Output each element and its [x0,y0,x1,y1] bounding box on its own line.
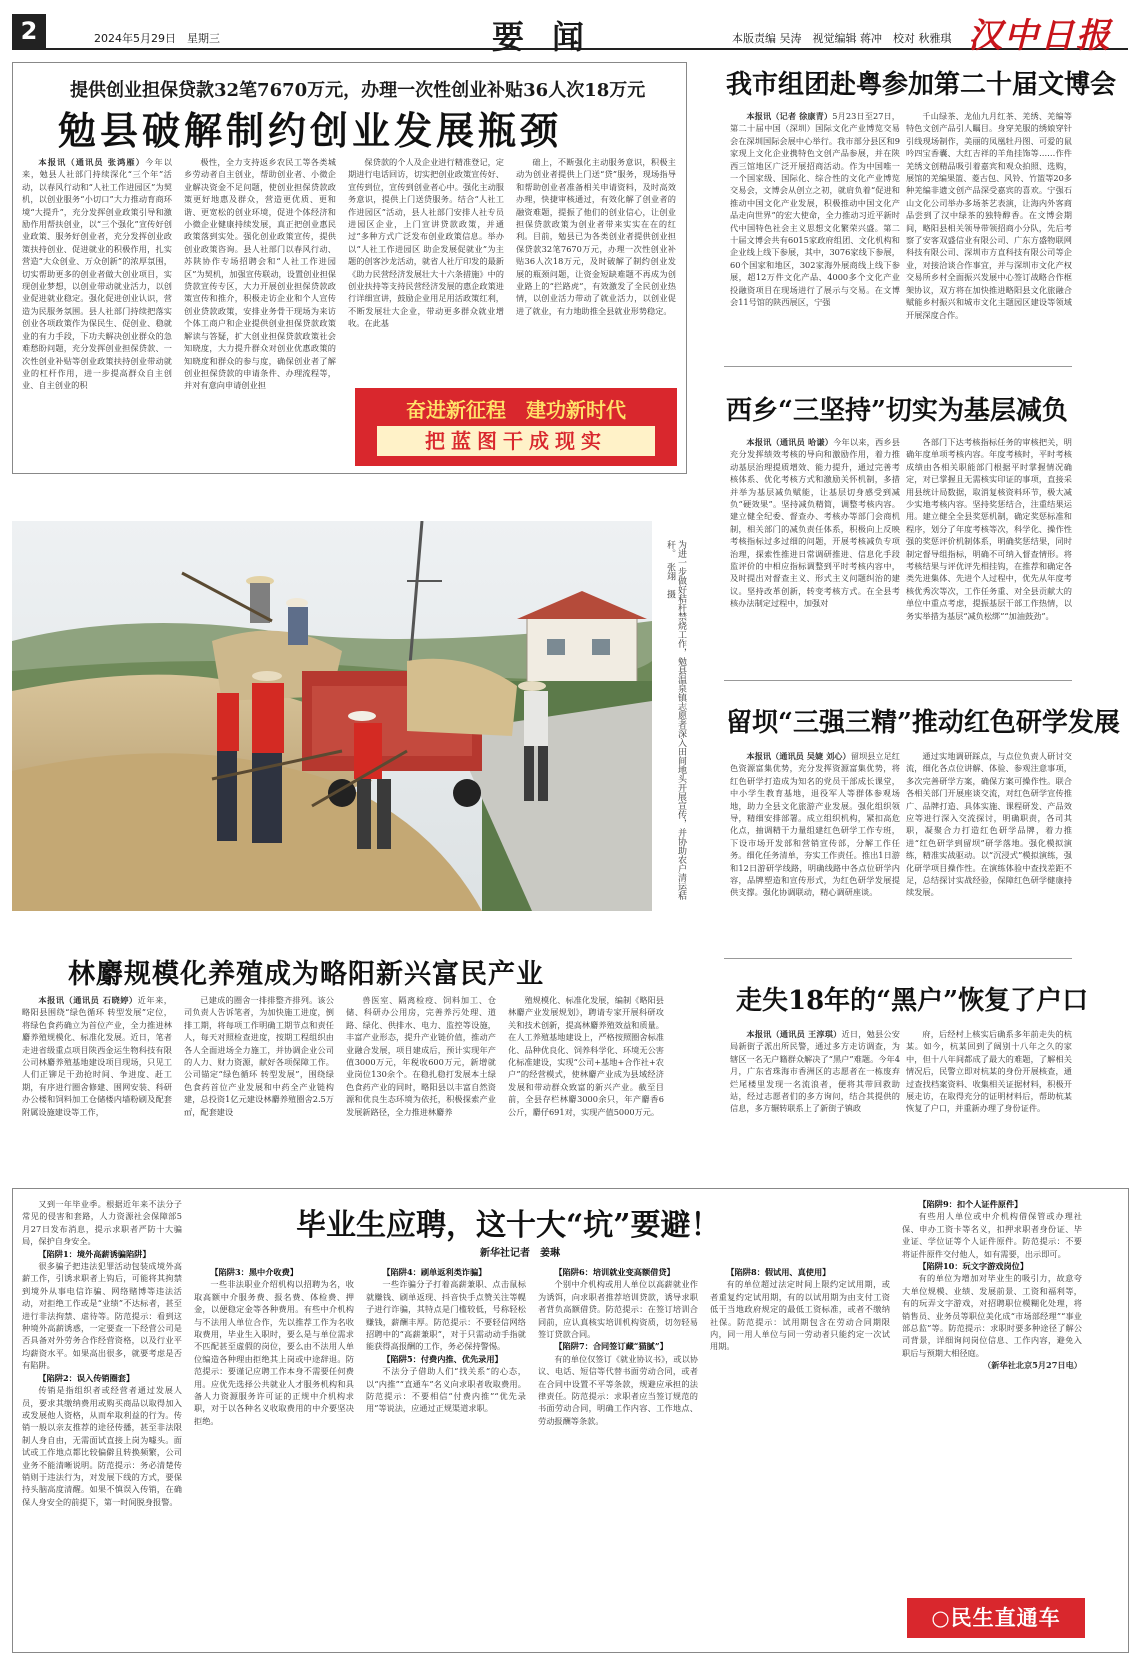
issue-date: 2024年5月29日 星期三 [94,32,220,45]
bottom-column-5: 【陷阱8：假试用、真使用】 有的单位超过法定时间上限约定试用期，或者重复约定试用期，有的以试用期为由支付工资低于当地政府规定的最低工资标准，或者不缴纳社保。防范提示：试用期包含在劳动合同期限内，同一用人单位与同一劳动者只能约定一次试用期。 [710,1267,890,1352]
trap-label: 【陷阱6：培训就业变高额借贷】 [554,1267,675,1277]
bottom-column-6: 【陷阱9：扣个人证件原件】 有些用人单位或中介机构借保管或办理社保、申办工资卡等名义，扣押求职者身份证、毕业证、学位证等个人证件原件。防范提示：不要将证件原件交付他人，如有需要，出示即可。 【陷阱10：玩文字游戏岗位】 有的单位为增加对毕业生的吸引力，故意夸大单位规模、业绩、发展前景、工资和福利等，有的玩弄文字游戏，对招聘职位模糊化处理，将销售员、业务员等职位美化成“市场部经理”“事业部总监”等。防范提示：求职时要多种途径了解公司背景，详细询问岗位信息、工作内容，避免入职后与预期大相径庭。 （新华社北京5月27日电） [902,1199,1082,1371]
story-linmi-title: 林麝规模化养殖成为略阳新兴富民产业 [68,959,544,990]
bottom-story-intro: 又到一年毕业季。根据近年来不法分子常见的侵害和套路，人力资源社会保障部5月27日发布消息，提示求职者严防十大骗局，保护自身安全。 [22,1199,182,1247]
story-xixiang-column-1: 本报讯（通讯员 哈谦）今年以来，西乡县充分发挥绩效考核的导向和激励作用，着力推动基层治理提质增效、能力提升，通过完善考核体系、优化考核方式和激励关怀机制，多措并举为基层减负赋能，让基层切身感受到减负“硬效果”。坚持减负精简，调整考核内容。建立健全纪委、督查办、考核办等部门会商机制，相关部门的减负责任体系，积极向上反映考核指标过多过细的问题，开展考核减负专项治理，探索性推进日常调研推进、信息化手段监评价的中相应指标调整到平时考核内容中，及时提出对督查主义、形式主义问题纠治的建议。坚持改革创新，转变考核方式。在全县考核办法制定过程中，加强对 [730,437,900,609]
story-heihu-column-2: 府，后经村上核实后确系多年前走失的杭某。如今，杭某回到了阔别十八年之久的家中，但十八年间都成了最大的难题，了解相关情况后，民警立即对杭某的身份开展核查，通过查找档案资料、收集相关证据材料，积极开展走访，在取得充分的证明材料后，帮助杭某恢复了户口，并重新办理了身份证件。 [906,1029,1072,1114]
story-linmi-column-1: 本报讯（通讯员 石晓婷）近年来，略阳县围绕“绿色循环 转型发展”定位，将绿色食药确立为首位产业，全力推进林麝养殖规模化、标准化发展。近日，笔者走进省级重点项目陕西金运生物科技有限公司林麝养殖基地建设项目现场，只见工人们正铆足干劲抢时间、争进度、赶工期，有序进行圈舍修建、围网安装、科研办公楼和饲料加工仓储楼内墙粉刷及配套附属设施建设等工作， [22,995,172,1117]
story-liuba-column-2: 通过实地调研踩点，与点位负责人研讨交流，细化各点位讲解、体验、参观注意事项，多次完善研学方案，确保方案可操作性。联合各相关部门开展座谈交流，对红色研学宣传推广、品牌打造、具体实施、课程研发、产品效应等进行深入交流探讨，明确职责，各司其职，凝聚合力打造红色研学品牌，着力推进“红色研学到留坝”研学落地。强化模拟演练，精准实战驱动。以“沉浸式”模拟演练，强化研学项目操作性。在演练体验中查找差距不足，总结探讨实战经验，保障红色研学健康持续发展。 [906,751,1072,898]
minsheng-badge: ○民生直通车 [907,1598,1085,1638]
divider [724,680,1072,681]
editor-credits: 本版责编 吴涛 视觉编辑 蒋冲 校对 秋雅琪 [732,32,952,45]
photo-credit: 张翊 摄 [665,562,675,599]
story-xixiang-title: 西乡“三坚持”切实为基层减负 [726,396,1068,426]
divider [724,366,1072,367]
top-story-column-1: 本报讯（通讯员 张鸿雁）今年以来，勉县人社部门持续深化“三个年”活动，以春风行动和“人社工作进园区”为契机，以创业服务“小切口”大力推动育商环境“大提升”，充分发挥创业政策引导和激励作用帮扶创业，以“三个强化”宣传好创业政策、服务好创业者，充分发挥创业政策扶持创业、促进就业的积极作用，扎实营造“大众创业、万众创新”的浓厚氛围，切实帮助更多的创业者做大创业项目，实现创业梦想，以创业带动就业活力，以创业促进就业稳定。强化促进创业认识，营造为民服务氛围。县人社部门持续把落实创业各项政策作为保民生、促创业、稳就业的有力手段，下功夫解决创业群众的急难愁盼问题，充分发挥创业担保贷款、一次性创业补贴等创业政策扶持创业带动就业的杠杆作用，进一步提高群众自主创业、自主创业的积 [22,157,172,391]
trap-label: 【陷阱3：黑中介收费】 [210,1267,298,1277]
top-story-subtitle: 提供创业担保贷款32笔7670万元，办理一次性创业补贴36人次18万元 [70,80,646,101]
trap-label: 【陷阱1：境外高薪诱骗陷阱】 [38,1248,151,1259]
story-xixiang-column-2: 各部门下达考核指标任务的审核把关，明确年度单项考核内容。年度考核时，平时考核成绩由各相关职能部门根据平时掌握情况确定，对已掌握且无需核实印证的事项，直接采用县统计局数据，取消复核资料环节，极大减少实地考核内容。坚持奖惩结合，注重结果运用。建立健全全县奖惩机制，确定奖惩标准和程序，划分了年度考核等次，科学化、操作性强的奖惩评价机制体系，明确奖惩结果，同时制定督导组指标，明确不可纳入督查情形。将考核结果与评优评先相挂钩，在推荐和确定各类先进集体、先进个人过程中，优先从年度考核优秀次等次，工作任务重、对全县贡献大的单位中重点考虑，提振基层干部工作热情，以务实举措为基层“减负松绑”“加油鼓劲”。 [906,437,1072,621]
top-story-column-3: 保贷款的个人及企业进行精准登记，定期进行电话回访，切实把创业政策宣传好、宣传到位，宣传到创业者心中。强化主动服务意识，提供上门送贷服务。结合“人社工作进园区”活动，县人社部门安排人社专员进园区企业，上门宣讲贷款政策，并通过“多种方式广泛发布创业政策信息。举办以“人社工作进园区 助企发展促就业”为主题的创客沙龙活动，就省人社厅印发的最新《助力民营经济发展壮大十六条措施》中的创业扶持等支持民营经济发展的惠企政策进行详细宣讲，鼓励企业用足用活政策红利，不断发展壮大企业，带动更多群众就业增收。在此基 [348,157,504,329]
story-wenbohui-column-1: 本报讯（记者 徐康青）5月23日至27日，第二十届中国（深圳）国际文化产业博览交易会在深圳国际会展中心举行。我市部分县区和9家现上文化企业携特色文创产品参展，并在陕西三馆地区广泛开展招商活动。作为中国唯一一个国家级、国际化、综合性的文化产业博览交易会，文博会从创立之初，就肩负着“促进和推动中国文化产业发展，积极推动中国文化产品走向世界”的宏大使命，全力推动习近平新时代中国特色社会主义思想文化繁荣兴盛。第二十届文博会共有6015家政府组团、文化机构和企业线上线下参展，其中，3076家线下参展，60个国家和地区，302家海外展商线上线下参展，超12万件文化产品、4000多个文化产业投融资项目在现场进行了展示与交易。在文博会11号馆的陕西展区，宁强 [730,111,900,308]
bottom-story-byline: 新华社记者 姜琳 [480,1248,560,1259]
story-linmi-column-3: 兽医室、隔离检疫、饲料加工、仓储、科研办公用房，完善养污处理、道路、绿化、供排水、电力、监控等设施，丰富产业形态，提升产业链价值，推动产业融合发展，项目建成后，预计实现年产值3000万元，年税收600万元，新增就业岗位130余个。在稳扎稳打发展本土绿色食药产业的同时，略阳县以丰富自然资源和优良生态环境为依托，积极探索产业发展新路径，全力推进林麝养 [346,995,496,1117]
bottom-column-1: 又到一年毕业季。根据近年来不法分子常见的侵害和套路，人力资源社会保障部5月27日发布消息，提示求职者严防十大骗局，保护自身安全。 【陷阱1：境外高薪诱骗陷阱】 很多骗子把违法犯罪活动包装成境外高薪工作，引诱求职者上钩后，可能将其拘禁到境外从事电信诈骗、网络赌博等违法活动，对拒绝工作或是“业绩”不达标者，甚至进行非法拘禁、虐待等。防范提示：看到这种境外高薪诱惑，一定要查一下经营公司是否具备对外劳务合作经营资格，以及行业平均薪资水平。如果高出很多，就要考虑是否有陷阱。 【陷阱2：误入传销圈套】 传销是指组织者或经营者通过发展人员，要求其缴纳费用或购买商品以取得加入或发展他人资格，从而牟取利益的行为。传销一般以亲友推荐的途径传播，甚至非法限制人身自由，无需面试直接上岗为噱头。面试或工作地点都比较偏僻且转换频繁，公司业务不能清晰说明。防范提示：务必清楚传销则于违法行为，对发展下线的方式，要保持头脑高度清醒。如果不慎误入传销，在确保人身安全的前提下，第一时间脱身报警。 [22,1199,182,1507]
news-photo [12,521,652,911]
bottom-column-4: 【陷阱6：培训就业变高额借贷】 个别中介机构或用人单位以高薪就业作为诱饵，向求职者推荐培训贷款，诱导求职者背负高额借贷。防范提示：在签订培训合同前，应认真核实培训机构资质，切勿轻易签订贷款合同。 【陷阱7：合同签订藏“猫腻”】 有的单位仅签订《就业协议书》，或以协议、电话、短信等代替书面劳动合同，或者在合同中设置不平等条款，规避应承担的法律责任。防范提示：求职者应当签订规范的书面劳动合同，明确工作内容、工作地点、劳动报酬等条款。 [538,1267,698,1426]
story-linmi-column-2: 已建成的圈舍一排排整齐排列。该公司负责人告诉笔者，为加快施工进度，倒排工期，将每项工作明确工期节点和责任人，每天对照检查进度，按期工程组织由各人全面进场全力施工，并协调企业公司的人力、财力资源，献好各项保障工作。公司锚定“绿色循环 转型发展”，围绕绿色食药首位产业发展和中药全产业链构建，总投资1亿元建设林麝养殖圈舍2.5万㎡，配套建设 [184,995,334,1117]
top-story-column-4: 础上，不断强化主动服务意识，积极主动为创业者提供上门送“贷”服务，现场指导和帮助创业者准备相关申请资料，及时高效办理，快捷审核通过，有效化解了创业者的融资难题，提振了他们的创业信心，让创业担保贷款政策为创业者带来实实在在的红利。目前，勉县已为各类创业者提供创业担保贷款32笔7670万元，办理一次性创业补贴36人次18万元，及时破解了制约创业发展的瓶颈问题，让资金短缺难题不再成为创业路上的“拦路虎”，有效激发了全民创业热情，以创业活力带动了就业活力，以创业促进了就业，有力地助推全县就业形势稳定。 [516,157,676,316]
story-liuba-title: 留坝“三强三精”推动红色研学发展 [726,708,1120,738]
farm-volunteers-photo [12,521,652,911]
trap-label: 【陷阱4：刷单返利类诈骗】 [382,1267,487,1277]
page-header [12,8,1128,56]
story-wenbohui-column-2: 千山绿茶、龙仙九月红茶、羌绣、羌编等特色文创产品引人瞩目。身穿羌服的绣娘穿针引线现场制作，美丽的凤凰牡丹图、可爱的鼠吟四宝香囊、大红吉祥的羊角挂饰等……作件羌绣文创精品吸引着嘉宾和观众拍照、选购，展馆的羌编果篮、菱古包、风铃、竹篮等20多种羌编非遗文创产品深受嘉宾的喜欢。宁强石山文化公司举办多场茶艺表演，让海内外客商品尝到了汉中绿茶的独特醇香。在文博会期间，略阳县相关领导带领招商小分队，先后考察了安客双盛信业有限公司、广东方盛物联网科技有限公司、深圳市方直科技有限公司等企业，对接洽谈合作事宜，并与深圳市文化产权交易所乡村全面振兴发展中心签订战略合作框架协议，双方将在加快推进略阳县文化旅融合赋能乡村振兴和城市文化主题园区建设等领域开展深度合作。 [906,111,1072,320]
photo-caption: 为进一步做好秸秆禁烧工作，勉县温泉镇志愿者深入田间地头开展宣传，并协助农户清运秸秆。 张翊 摄 [665,540,686,900]
bottom-story-title: 毕业生应聘，这十大“坑”要避！ [296,1208,721,1243]
newspaper-logo: 汉中日报 [968,16,1112,56]
trap-label: 【陷阱8：假试用、真使用】 [726,1267,831,1277]
slogan-line-2: 把蓝图干成现实 [377,426,655,456]
bottom-column-3: 【陷阱4：刷单返利类诈骗】 一些诈骗分子打着高薪兼职、点击鼠标就赚钱、刷单返现、抖音快手点赞关注等幌子进行诈骗，其特点是门槛较低，号称轻松赚钱，薪酬丰厚。防范提示：不要轻信网络招聘中的“高薪兼职”，对于只需动动手指就能获得高报酬的工作，务必保持警惕。 【陷阱5：付费内推、优先录用】 不法分子借助人们“找关系”的心态，以“内推”“直通车”名义向求职者收取费用。防范提示：不要相信“付费内推”“优先录用”等说法，应通过正规渠道求职。 [366,1267,526,1414]
story-heihu-column-1: 本报讯（通讯员 王淳琪）近日，勉县公安局新街子派出所民警，通过多方走访调查，为辖区一名无户籍群众解决了“黑户”难题。今年4月，广东省珠海市香洲区的志愿者在一栋废弃烂尾楼里发现一名流浪者，便将其带回救助站，经过志愿者们的多方询问，结合其提供的信息，多方辗转联系上了新街子镇政 [730,1029,900,1114]
top-story-byline: 本报讯（通讯员 张鸿雁） [38,157,146,167]
story-liuba-column-1: 本报讯（通讯员 吴婕 刘心）留坝县立足红色资源富集优势，充分发挥资源富集优势，将红色研学打造成为知名的党员干部成长课堂，中小学生教育基地，退役军人等群体参观场地，助力全县文化旅游产业发展。强化组织领导，精细安排部署。成立组织机构，紧扣高危化点，抽调精干力量组建红色研学工作专班，下设市场开发部和营销宣传部，分解工作任务。细化任务清单，夯实工作责任。推出1日游和12日游研学线路，明确线路中各点位研学内容，品牌塑造和宣传形式，为红色研学发展提供支撑。强化协调联动，精心调研座谈。 [730,751,900,898]
slogan-banner [355,388,677,466]
trap-label: 【陷阱5：付费内推、优先录用】 [382,1353,503,1364]
slogan-line-1: 奋进新征程 建功新时代 [406,398,626,422]
section-title: 要闻 [492,18,613,56]
trap-label: 【陷阱10：玩文字游戏岗位】 [918,1261,1029,1272]
trap-label: 【陷阱9：扣个人证件原件】 [918,1199,1023,1209]
divider [724,958,1072,959]
story-wenbohui-title: 我市组团赴粤参加第二十届文博会 [726,70,1117,100]
trap-label: 【陷阱2：误入传销圈套】 [38,1372,135,1383]
trap-label: 【陷阱7：合同签订藏“猫腻”】 [554,1341,668,1352]
bottom-column-2: 【陷阱3：黑中介收费】 一些非法职业介绍机构以招聘为名，收取高额中介服务费、报名费、体检费、押金，以便稳定金等各种费用。有些中介机构与不法用人单位合作，先以推荐工作为名收取费用，毕业生入职时，要么是与单位需求不匹配甚至虚假的岗位，要么由不法用人单位编造各种理由拒绝其上岗或中途辞退。防范提示：要谨记应聘工作本身不需要任何费用。应优先选择公共就业人才服务机构和具备人力资源服务许可证的正规中介机构求职，对于以各种名义收取费用的中介要坚决拒绝。 [194,1267,354,1426]
top-story-title: 勉县破解制约创业发展瓶颈 [58,108,563,153]
top-story-column-2: 极性，全力支持返乡农民工等各类城乡劳动者自主创业，帮助创业者、小微企业解决资金不足问题，使创业担保贷款政策更好地惠及群众，营造更优质、更和谐、更宽松的创业环境，促进个体经济和小微企业健康持续发展，真正把创业惠民政策落到实处。强化创业政策宣传，提供创业政策咨询。县人社部门以春风行动、苏陕协作专场招聘会和“人社工作进园区”为契机，加强宣传联动，设置创业担保贷款宣传专区，大力开展创业担保贷款政策宣传和推介，积极走访企业和个人宣传创业贷款政策，安排业务骨干现场为来访个体工商户和企业提供创业担保贷款政策解读与答疑，扩大创业担保贷款政策社会知晓度，大力提升群众对创业优惠政策的知晓度和群众的参与度，确保创业者了解创业担保贷款的申请条件、办理流程等，并对有意向申请创业担 [184,157,336,391]
story-heihu-title: 走失18年的“黑户”恢复了户口 [736,986,1089,1016]
story-linmi-column-4: 殖规模化、标准化发展，编制《略阳县林麝产业发展规划》，聘请专家开展科研攻关和技术创新，提高林麝养殖效益和质量。在人工养殖基地建设上，严格按照圈舍标准化、品种优良化、饲养科学化、环境无公害化标准建设，实现“公司+基地+合作社+农户”的经营模式，使林麝产业成为县域经济发展和带动群众致富的新兴产业。截至目前，全县存栏林麝3000余只，年产麝香6公斤，麝仔691对，实现产值5000万元。 [508,995,664,1117]
bottom-story-source: （新华社北京5月27日电） [983,1360,1082,1371]
page-number: 2 [12,14,46,48]
